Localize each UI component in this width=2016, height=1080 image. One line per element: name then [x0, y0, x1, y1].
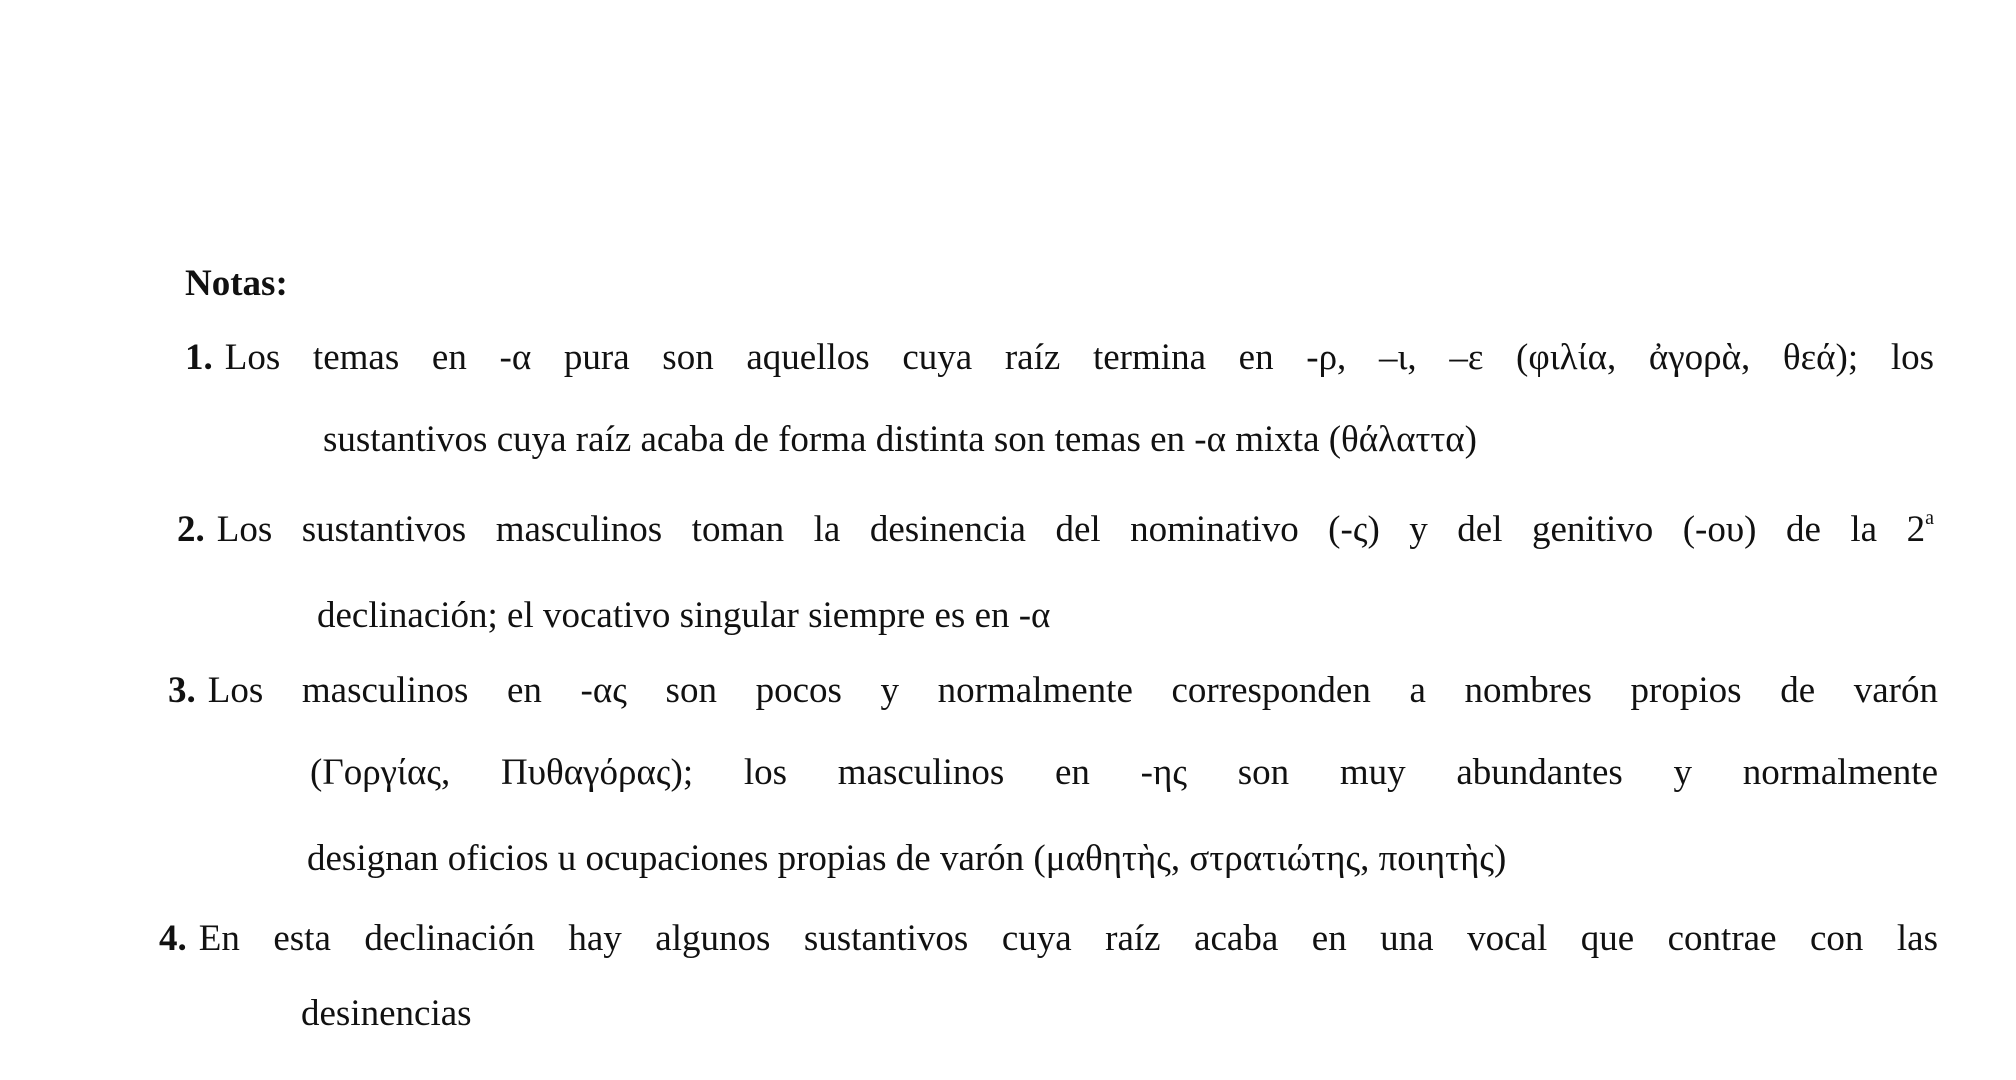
note-1-line-1 [185, 336, 1934, 380]
note-1-line-2: sustantivos cuya raíz acaba de forma distinta son temas en -α mixta (θάλαττα) [323, 419, 1477, 460]
note-number: 4. [159, 918, 187, 959]
note-number: 3. [168, 670, 196, 711]
note-2-line-2: declinación; el vocativo singular siempre es en -α [317, 595, 1051, 636]
note-2-line-1 [177, 508, 1934, 552]
note-4-line-1 [159, 917, 1938, 961]
ordinal-superscript: a [1925, 507, 1934, 529]
note-3-line-2: (Γοργίας, Πυθαγόρας); los masculinos en -ης son muy abundantes y normalmente [310, 752, 1938, 793]
notes-heading: Notas: [185, 263, 288, 304]
note-text: Los sustantivos masculinos toman la desinencia del nominativo (-ς) y del genitivo (-ου) de la 2 [216, 509, 1926, 550]
note-text: Los temas en -α pura son aquellos cuya raíz termina en -ρ, –ι, –ε (φιλία, ἀγορὰ, θεά); los [224, 337, 1934, 378]
note-3-line-3: designan oficios u ocupaciones propias de varón (μαθητὴς, στρατιώτης, ποιητὴς) [307, 838, 1507, 879]
note-text: En esta declinación hay algunos sustantivos cuya raíz acaba en una vocal que contrae con las [198, 918, 1938, 959]
note-4-line-2: desinencias [301, 993, 472, 1034]
note-number: 1. [185, 337, 213, 378]
note-text: Los masculinos en -ας son pocos y normalmente corresponden a nombres propios de varón [207, 670, 1938, 711]
note-number: 2. [177, 509, 205, 550]
note-3-line-1 [168, 669, 1938, 713]
